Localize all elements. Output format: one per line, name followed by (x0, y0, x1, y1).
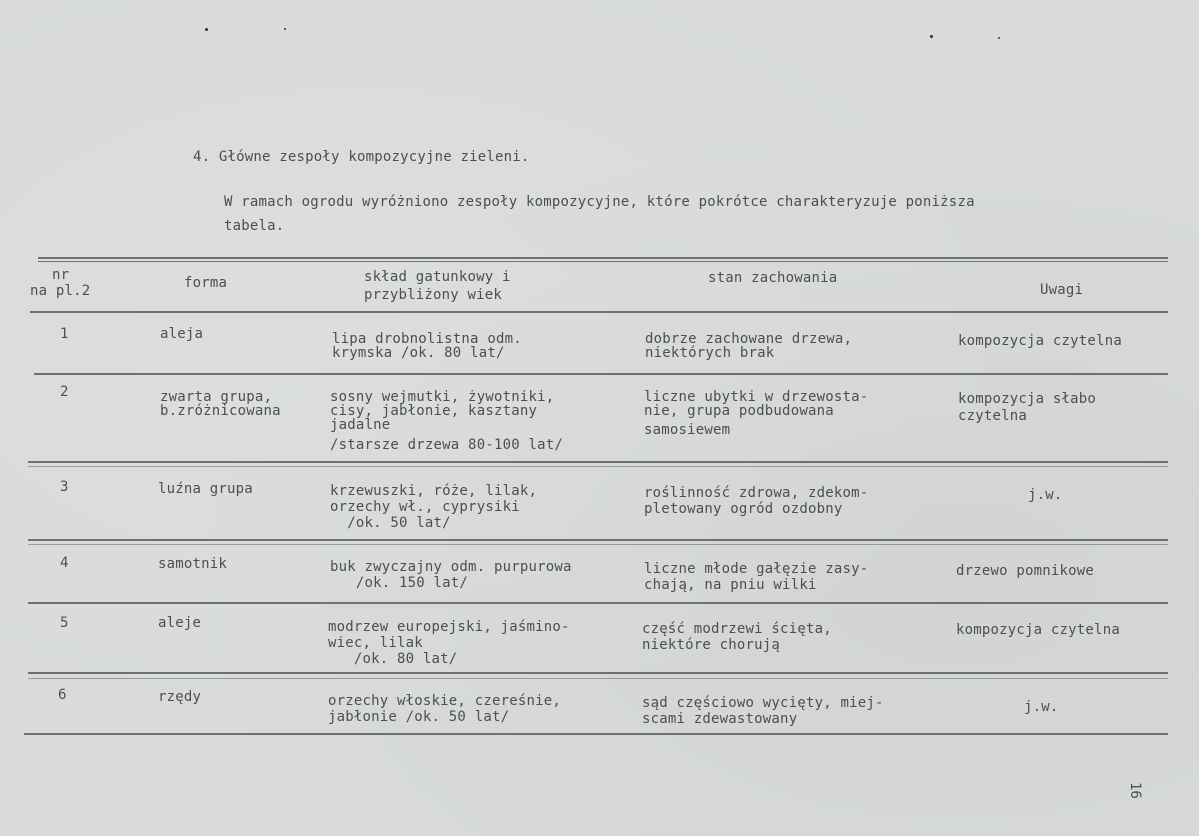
row-stan: roślinność zdrowa, zdekom- (644, 485, 869, 501)
row-stan: nie, grupa podbudowana (644, 403, 834, 419)
row-sklad: /ok. 80 lat/ (328, 651, 458, 667)
row-sklad: modrzew europejski, jaśmino- (328, 619, 570, 635)
row-sklad: krymska /ok. 80 lat/ (332, 345, 505, 361)
row-nr: 1 (60, 326, 69, 342)
row-sklad: sosny wejmutki, żywotniki, (330, 389, 555, 405)
row-uwagi: czytelna (958, 408, 1028, 424)
row-uwagi: kompozycja czytelna (956, 622, 1120, 638)
row-nr: 4 (60, 555, 69, 571)
row-separator (28, 461, 1168, 463)
row-separator (28, 539, 1168, 541)
row-forma: aleja (160, 326, 204, 342)
row-sklad: lipa drobnolistna odm. (332, 331, 522, 347)
header-sklad: skład gatunkowy i (364, 269, 511, 285)
row-stan: samosiewem (644, 422, 731, 438)
row-nr: 3 (60, 479, 69, 495)
header-nr: na pl.2 (30, 283, 91, 299)
header-stan: stan zachowania (708, 270, 838, 286)
row-forma: b.zróżnicowana (160, 403, 281, 419)
row-forma: luźna grupa (158, 481, 253, 497)
row-nr: 5 (60, 615, 69, 631)
row-uwagi: j.w. (1024, 699, 1059, 715)
table-bottom-rule (24, 733, 1168, 735)
section-heading: 4. Główne zespoły kompozycyjne zieleni. (193, 149, 530, 165)
row-sklad: krzewuszki, róże, lilak, (330, 483, 538, 499)
row-separator (34, 373, 1168, 375)
row-separator (28, 672, 1168, 674)
row-sklad: /starsze drzewa 80-100 lat/ (330, 437, 563, 453)
row-sklad: /ok. 50 lat/ (330, 515, 451, 531)
row-sklad: orzechy wł., cyprysiki (330, 499, 520, 515)
row-separator (28, 544, 1168, 545)
row-stan: liczne ubytki w drzewosta- (644, 389, 869, 405)
row-sklad: buk zwyczajny odm. purpurowa (330, 559, 572, 575)
row-sklad: jabłonie /ok. 50 lat/ (328, 709, 510, 725)
row-forma: aleje (158, 615, 202, 631)
header-sklad: przybliżony wiek (364, 287, 503, 303)
row-stan: scami zdewastowany (642, 711, 798, 727)
row-nr: 6 (58, 687, 67, 703)
row-separator (28, 678, 1168, 679)
row-forma: samotnik (158, 556, 228, 572)
header-nr: nr (52, 267, 70, 283)
paper-speck (930, 35, 933, 38)
table-top-rule (38, 257, 1168, 259)
page-number: 16 (1127, 782, 1143, 799)
row-separator (28, 466, 1168, 467)
row-stan: część modrzewi ścięta, (642, 621, 832, 637)
paper-speck (998, 37, 1000, 39)
intro-text-line: W ramach ogrodu wyróżniono zespoły kompozycyjne, które pokrótce charakteryzuje poniższa (224, 194, 975, 210)
row-uwagi: j.w. (1028, 487, 1063, 503)
row-uwagi: drzewo pomnikowe (956, 563, 1095, 579)
header-forma: forma (184, 275, 228, 291)
row-sklad: wiec, lilak (328, 635, 423, 651)
row-nr: 2 (60, 384, 69, 400)
row-sklad: orzechy włoskie, czereśnie, (328, 693, 561, 709)
paper-speck (205, 28, 208, 31)
row-sklad: cisy, jabłonie, kasztany (330, 403, 538, 419)
row-stan: liczne młode gałęzie zasy- (644, 561, 869, 577)
row-stan: dobrze zachowane drzewa, (645, 331, 853, 347)
row-stan: sąd częściowo wycięty, miej- (642, 695, 884, 711)
row-sklad: /ok. 150 lat/ (330, 575, 469, 591)
header-uwagi: Uwagi (1040, 282, 1084, 298)
row-stan: niektórych brak (645, 345, 775, 361)
row-uwagi: kompozycja czytelna (958, 333, 1122, 349)
row-forma: zwarta grupa, (160, 389, 273, 405)
table-top-rule (38, 261, 1168, 262)
row-separator (28, 602, 1168, 604)
row-sklad: jadalne (330, 417, 391, 433)
row-forma: rzędy (158, 689, 202, 705)
intro-text-line: tabela. (224, 218, 285, 234)
header-rule (30, 311, 1168, 313)
row-stan: chają, na pniu wilki (644, 577, 817, 593)
row-stan: pletowany ogród ozdobny (644, 501, 843, 517)
paper-speck (284, 28, 286, 30)
row-uwagi: kompozycja słabo (958, 391, 1097, 407)
row-stan: niektóre chorują (642, 637, 781, 653)
